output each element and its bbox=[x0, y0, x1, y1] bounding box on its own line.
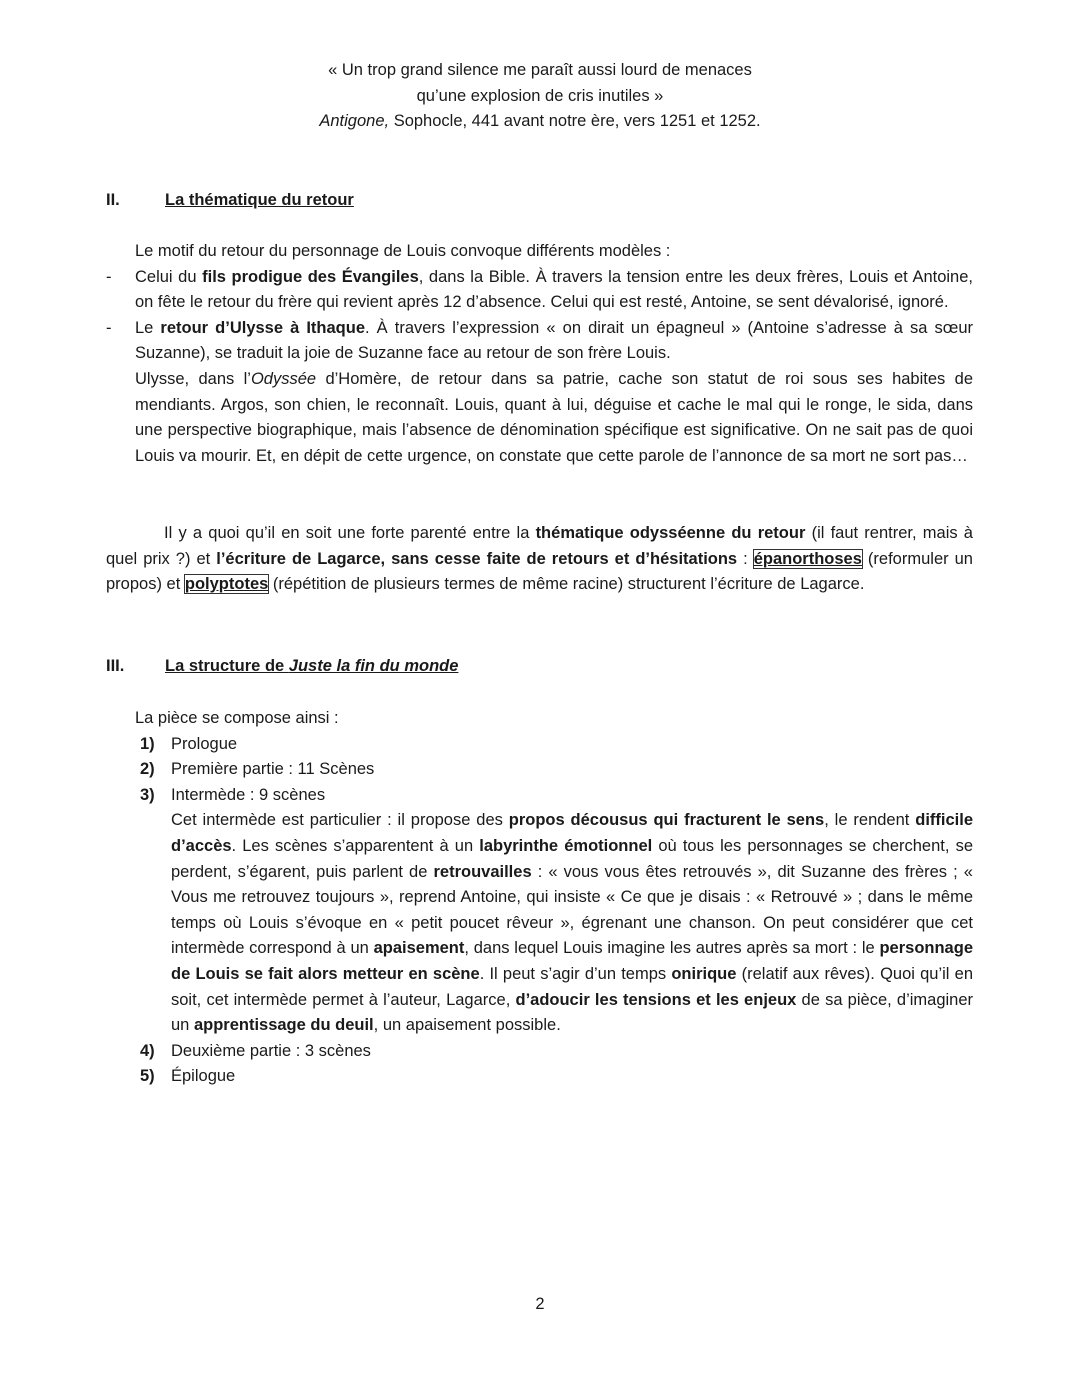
para-text: (relatif aux rêves). Quoi qu’il en soit, cet intermède permet à l’auteur, Lagarce, bbox=[171, 964, 974, 1009]
para-text: , dans lequel Louis imagine les autres après sa mort : le bbox=[464, 939, 880, 958]
epigraph-line-2: qu’une explosion de cris inutiles » bbox=[416, 86, 664, 105]
para-bold: apaisement bbox=[373, 939, 465, 958]
para-bold: propos décousus qui fracturent le sens bbox=[508, 811, 825, 830]
list-number: 1) bbox=[140, 734, 155, 753]
para-bold: apprentissage du deuil bbox=[193, 1016, 374, 1035]
boxed-term-epanorthoses: épanorthoses bbox=[753, 549, 862, 568]
list-item bbox=[135, 783, 973, 1039]
para-text: (il faut rentrer, mais à quel prix ?) et bbox=[106, 524, 973, 568]
epigraph-work-title: Antigone, bbox=[319, 112, 390, 131]
section-2-number: II. bbox=[106, 191, 120, 209]
list-item-ulysse bbox=[106, 316, 973, 367]
intermede-description bbox=[171, 808, 973, 1038]
item-text: Le bbox=[135, 318, 161, 337]
para-italic: Odyssée bbox=[250, 369, 317, 388]
item-text: . À travers l’expression « on dirait un épagneul » (Antoine s’adresse à sa sœur Suzanne), se traduit la joie de Suzanne face au retour de son frère Louis. bbox=[135, 318, 973, 363]
epigraph-citation bbox=[0, 109, 1080, 135]
list-label: Intermède : 9 scènes bbox=[171, 785, 326, 804]
para-bold: labyrinthe émotionnel bbox=[479, 836, 653, 855]
list-label: Deuxième partie : 3 scènes bbox=[171, 1041, 371, 1060]
list-item bbox=[135, 732, 973, 758]
item-bold: fils prodigue des Évangiles bbox=[202, 267, 419, 286]
para-bold: difficile d’accès bbox=[171, 811, 974, 855]
para-text: Ulysse, dans l’ bbox=[135, 369, 251, 388]
para-text: (reformuler un propos) et bbox=[106, 549, 973, 594]
title-italic: Juste la fin du monde bbox=[288, 657, 459, 675]
list-label: Épilogue bbox=[171, 1067, 236, 1086]
para-text: Cet intermède est particulier : il propose des bbox=[171, 811, 509, 830]
para-text: d’Homère, de retour dans sa patrie, cache son statut de roi sous ses habites de mendiants. Argos, son chien, le reconnaît. Louis, quant à lui, déguise et cache le mal qui le ronge, le sida, dans une perspective biographique, mais l’absence de dénomination spécifique est significative. On ne sait pas de quoi Louis va mourir. Et, en dépit de cette urgence, on constate que cette parole de l’annonce de sa mort ne sort pas… bbox=[135, 369, 974, 465]
item-text: Celui du bbox=[135, 267, 203, 286]
list-item bbox=[135, 1039, 973, 1065]
list-label: Prologue bbox=[171, 734, 238, 753]
title-text: La structure de bbox=[165, 657, 289, 675]
section-2-body bbox=[106, 239, 974, 469]
para-text: où tous les personnages se cherchent, se perdent, s’égarent, puis parlent de bbox=[171, 836, 974, 881]
item-text: , dans la Bible. À travers la tension entre les deux frères, Louis et Antoine, on fête le retour du frère qui revient après 12 d’absence. Celui qui est resté, Antoine, se sent dévalorisé, ignoré. bbox=[135, 267, 973, 312]
para-text: . Les scènes s’apparentent à un bbox=[231, 836, 480, 855]
para-text: , un apaisement possible. bbox=[373, 1016, 561, 1035]
boxed-term-polyptotes: polyptotes bbox=[184, 575, 269, 594]
page-number: 2 bbox=[535, 1295, 545, 1313]
dash-bullet: - bbox=[106, 318, 112, 337]
para-bold: d’adoucir les tensions et les enjeux bbox=[515, 990, 797, 1009]
para-bold: personnage de Louis se fait alors metteur en scène bbox=[171, 939, 973, 983]
para-bold: onirique bbox=[671, 964, 737, 983]
section-2-conclusion bbox=[106, 521, 973, 598]
list-item bbox=[135, 757, 973, 783]
epigraph bbox=[0, 58, 1080, 135]
section-2-heading bbox=[0, 188, 1080, 214]
epigraph-line-1: « Un trop grand silence me paraît aussi lourd de menaces bbox=[328, 61, 752, 79]
para-text: Il y a quoi qu’il en soit une forte parenté entre la bbox=[164, 524, 536, 542]
section-3-heading bbox=[0, 654, 1080, 680]
para-text: , le rendent bbox=[824, 811, 916, 830]
section-3-intro: La pièce se compose ainsi : bbox=[135, 709, 339, 727]
para-text: : « vous vous êtes retrouvés », dit Suzanne des frères ; « Vous me retrouvez toujours », reprend Antoine, qui insiste « Ce que je disais : « Retrouvé » ; dans le même temps où Louis s’évoque en « petit poucet rêveur », égrenant une chanson. On peut considérer que cet intermède correspond à un bbox=[171, 862, 973, 958]
ulysse-paragraph bbox=[135, 367, 973, 469]
para-text: de sa pièce, d’imaginer un bbox=[171, 990, 974, 1035]
para-text: : bbox=[737, 549, 754, 568]
section-2-intro: Le motif du retour du personnage de Louis convoque différents modèles : bbox=[135, 242, 671, 260]
dash-bullet: - bbox=[106, 267, 112, 286]
list-number: 3) bbox=[140, 785, 155, 804]
para-text: (répétition de plusieurs termes de même racine) structurent l’écriture de Lagarce. bbox=[268, 575, 865, 594]
para-text: . Il peut s’agir d’un temps bbox=[479, 964, 672, 983]
para-bold: thématique odysséenne du retour bbox=[535, 524, 806, 542]
list-item-fils-prodigue bbox=[106, 265, 973, 316]
section-3-body bbox=[135, 706, 973, 1090]
structure-list bbox=[135, 732, 973, 1090]
list-number: 4) bbox=[140, 1041, 155, 1060]
section-2-title: La thématique du retour bbox=[165, 191, 354, 209]
list-item bbox=[135, 1064, 973, 1090]
section-3-number: III. bbox=[106, 657, 125, 675]
list-label: Première partie : 11 Scènes bbox=[171, 760, 375, 779]
para-bold: l’écriture de Lagarce, sans cesse faite de retours et d’hésitations bbox=[216, 549, 738, 568]
list-number: 2) bbox=[140, 760, 155, 779]
item-bold: retour d’Ulysse à Ithaque bbox=[160, 318, 366, 337]
section-3-title bbox=[165, 654, 458, 680]
para-bold: retrouvailles bbox=[433, 862, 532, 881]
epigraph-source: Sophocle, 441 avant notre ère, vers 1251 et 1252. bbox=[389, 112, 761, 131]
list-number: 5) bbox=[140, 1067, 155, 1086]
